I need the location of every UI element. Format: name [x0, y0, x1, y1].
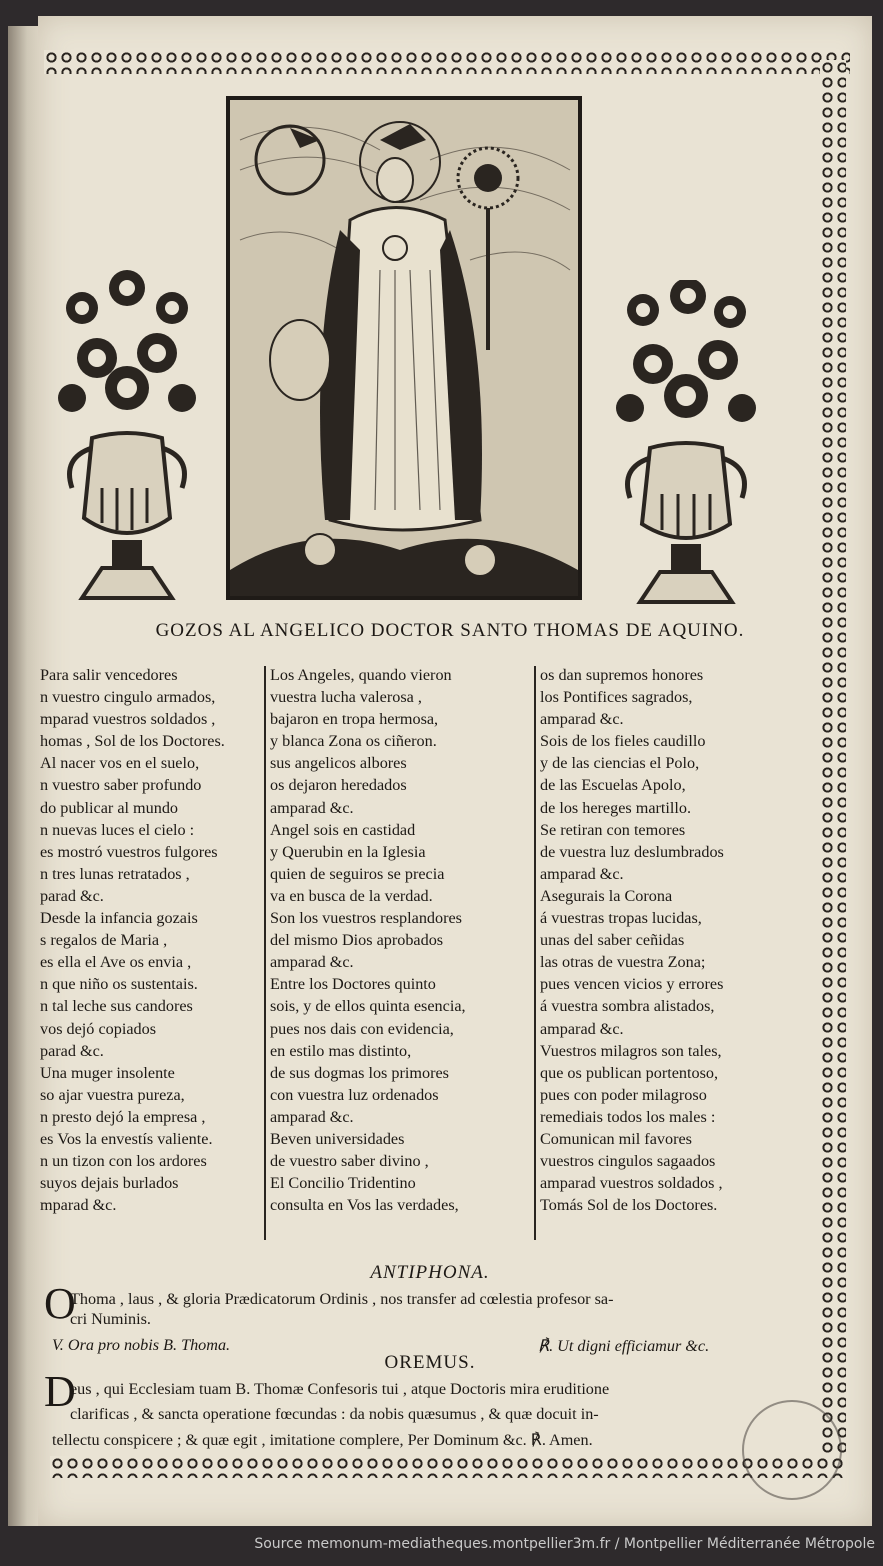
verse-line: de vuestro saber divino , — [270, 1152, 429, 1171]
column-divider-2 — [534, 666, 536, 1240]
verse-line: s regalos de Maria , — [40, 931, 168, 950]
verse-line: n presto dejó la empresa , — [40, 1107, 206, 1126]
verse-line: á vuestra sombra alistados, — [540, 997, 715, 1016]
source-footer: Source memonum-mediatheques.montpellier3m.fr / Montpellier Méditerranée Métropole — [254, 1536, 875, 1552]
verse-line: amparad &c. — [270, 798, 354, 817]
verse-line: Sois de los fieles caudillo — [540, 732, 706, 751]
verse-line: n vuestro saber profundo — [40, 776, 202, 795]
verse-line: remediais todos los males : — [540, 1107, 716, 1126]
verse-line: amparad &c. — [540, 710, 624, 729]
verse-line: homas , Sol de los Doctores. — [40, 732, 225, 751]
verse-line: Los Angeles, quando vieron — [270, 666, 452, 684]
antiphona-versicle: V. Ora pro nobis B. Thoma. — [52, 1336, 231, 1354]
verse-line: pues nos dais con evidencia, — [270, 1019, 454, 1038]
verse-line: Tomás Sol de los Doctores. — [540, 1196, 718, 1215]
ornamental-border-top — [44, 50, 850, 74]
verse-line: do publicar al mundo — [40, 798, 179, 817]
verse-line: pues con poder milagroso — [540, 1085, 707, 1104]
antiphona-line-2: cri Numinis. — [70, 1310, 151, 1328]
verse-line: del mismo Dios aprobados — [270, 931, 444, 950]
verse-line: Una muger insolente — [40, 1063, 175, 1082]
column-divider-1 — [264, 666, 266, 1240]
antiphona-response: ℟. Ut digni efficiamur &c. — [538, 1337, 710, 1355]
verse-line: amparad &c. — [270, 953, 354, 972]
library-stamp — [742, 1400, 842, 1500]
verse-line: suyos dejais burlados — [40, 1174, 179, 1193]
verse-line: con vuestra luz ordenados — [270, 1085, 439, 1104]
verse-line: vuestros cingulos sagaados — [540, 1152, 716, 1171]
verse-line: de las Escuelas Apolo, — [540, 776, 686, 795]
verse-line: so ajar vuestra pureza, — [40, 1085, 185, 1104]
verse-line: unas del saber ceñidas — [540, 931, 685, 950]
page-title: GOZOS AL ANGELICO DOCTOR SANTO THOMAS DE AQUINO. — [155, 620, 745, 641]
verse-line: es ella el Ave os envia , — [40, 953, 192, 972]
verse-line: n tal leche sus candores — [40, 997, 193, 1016]
verse-column-3 — [540, 664, 810, 1216]
verse-line: amparad vuestros soldados , — [540, 1174, 723, 1193]
verse-line: Al nacer vos en el suelo, — [40, 754, 200, 773]
antiphona-heading: ANTIPHONA. — [370, 1262, 490, 1283]
verse-line: Angel sois en castidad — [270, 820, 416, 839]
oremus-line-3: tellectu conspicere ; & quæ egit , imitatione complere, Per Dominum &c. ℟. Amen. — [52, 1431, 593, 1449]
verse-line: amparad &c. — [270, 1107, 354, 1126]
verse-column-1 — [40, 664, 262, 1216]
verse-line: n que niño os sustentais. — [40, 975, 198, 994]
ornamental-border-bottom — [50, 1456, 846, 1478]
oremus-line-1: eus , qui Ecclesiam tuam B. Thomæ Confesoris tui , atque Doctoris mira eruditione — [70, 1380, 610, 1398]
saint-thomas-figure — [230, 100, 578, 596]
verse-line: sois, y de ellos quinta esencia, — [270, 997, 466, 1016]
book-binding-edge — [8, 26, 40, 1526]
flower-vase-right-illustration — [608, 280, 764, 606]
verse-line: es Vos la envestís valiente. — [40, 1129, 213, 1148]
verse-line: pues vencen vicios y errores — [540, 975, 724, 994]
antiphona-line-1: Thoma , laus , & gloria Prædicatorum Ordinis , nos transfer ad cœlestia profesor sa- — [70, 1290, 614, 1308]
verse-line: va en busca de la verdad. — [270, 886, 433, 905]
verse-line: sus angelicos albores — [270, 754, 407, 773]
oremus-line-2: clarificas , & sancta operatione fœcundas : da nobis quæsumus , & quæ docuit in- — [70, 1405, 599, 1423]
verse-line: Comunican mil favores — [540, 1129, 692, 1148]
verse-column-2 — [270, 664, 534, 1216]
flower-vase-left-illustration — [52, 268, 202, 604]
verse-line: las otras de vuestra Zona; — [540, 953, 706, 972]
verse-line: consulta en Vos las verdades, — [270, 1196, 459, 1215]
verse-line: n nuevas luces el cielo : — [40, 820, 195, 839]
verse-line: amparad &c. — [540, 864, 624, 883]
verse-line: os dan supremos honores — [540, 666, 704, 684]
verse-line: vuestra lucha valerosa , — [270, 688, 422, 707]
verse-line: vos dejó copiados — [40, 1019, 156, 1038]
verse-line: mparad &c. — [40, 1196, 117, 1215]
verse-line: á vuestras tropas lucidas, — [540, 909, 702, 928]
verse-line: y Querubin en la Iglesia — [270, 842, 426, 861]
verse-line: Entre los Doctores quinto — [270, 975, 436, 994]
verse-line: en estilo mas distinto, — [270, 1041, 412, 1060]
verse-line: n vuestro cingulo armados, — [40, 688, 216, 707]
verse-line: y de las ciencias el Polo, — [540, 754, 700, 773]
verse-line: es mostró vuestros fulgores — [40, 842, 218, 861]
verse-line: Para salir vencedores — [40, 666, 178, 684]
verse-line: los Pontifices sagrados, — [540, 688, 693, 707]
verse-line: de vuestra luz deslumbrados — [540, 842, 724, 861]
antiphona-drop-cap: O — [44, 1279, 76, 1328]
verse-line: n tres lunas retratados , — [40, 864, 190, 883]
verse-line: amparad &c. — [540, 1019, 624, 1038]
verse-line: Desde la infancia gozais — [40, 909, 198, 928]
verse-line: n un tizon con los ardores — [40, 1152, 207, 1171]
verse-line: y blanca Zona os ciñeron. — [270, 732, 437, 751]
oremus-drop-cap: D — [44, 1367, 76, 1416]
verse-line: que os publican portentoso, — [540, 1063, 719, 1082]
verse-line: Son los vuestros resplandores — [270, 909, 462, 928]
oremus-heading: OREMUS. — [384, 1352, 476, 1373]
verse-line: os dejaron heredados — [270, 776, 407, 795]
verse-line: El Concilio Tridentino — [270, 1174, 416, 1193]
verse-line: Beven universidades — [270, 1129, 405, 1148]
verse-line: bajaron en tropa hermosa, — [270, 710, 439, 729]
saint-woodcut-illustration — [226, 96, 582, 600]
verse-line: quien de seguiros se precia — [270, 864, 445, 883]
verse-line: Asegurais la Corona — [540, 886, 673, 905]
verse-line: mparad vuestros soldados , — [40, 710, 216, 729]
verse-line: parad &c. — [40, 886, 104, 905]
verse-line: Se retiran con temores — [540, 820, 686, 839]
ornamental-border-right — [820, 60, 846, 1478]
verse-line: de sus dogmas los primores — [270, 1063, 449, 1082]
verse-line: de los hereges martillo. — [540, 798, 692, 817]
verse-line: Vuestros milagros son tales, — [540, 1041, 722, 1060]
verse-line: parad &c. — [40, 1041, 104, 1060]
